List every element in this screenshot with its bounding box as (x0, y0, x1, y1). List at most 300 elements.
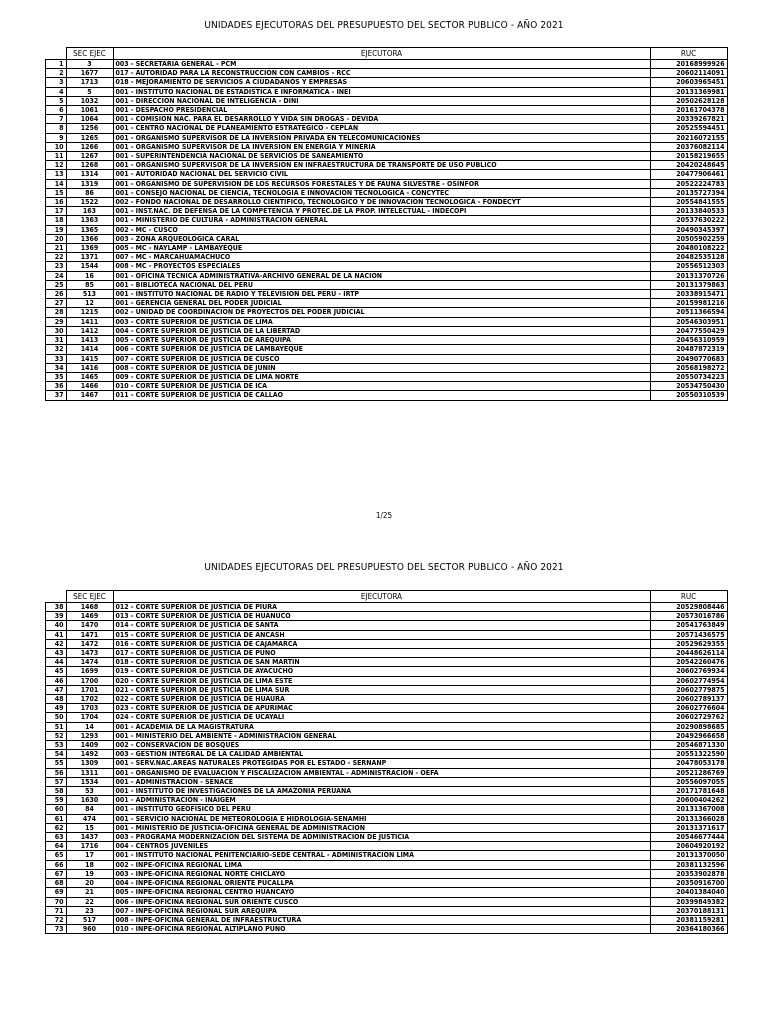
ejecutora-cell: 020 - CORTE SUPERIOR DE JUSTICIA DE LIMA ESTE (113, 676, 650, 685)
table-body (46, 603, 728, 934)
row-index: 60 (46, 805, 67, 814)
sec-ejec-cell: 1716 (66, 842, 113, 851)
table-row (46, 363, 728, 372)
table-row (46, 115, 728, 124)
row-index: 35 (46, 372, 67, 381)
row-index: 29 (46, 317, 67, 326)
ruc-cell: 20131371617 (650, 823, 727, 832)
table-row (46, 750, 728, 759)
ejecutora-cell: 024 - CORTE SUPERIOR DE JUSTICIA DE UCAYALI (113, 713, 650, 722)
ejecutora-cell: 001 - MINISTERIO DE JUSTICIA-OFICINA GENERAL DE ADMINISTRACION (113, 823, 650, 832)
ruc-cell: 20131379863 (650, 280, 727, 289)
ejecutora-cell: 008 - INPE-OFICINA GENERAL DE INFRAESTRUCTURA (113, 915, 650, 924)
row-index: 33 (46, 354, 67, 363)
ejecutora-cell: 023 - CORTE SUPERIOR DE JUSTICIA DE APURIMAC (113, 704, 650, 713)
row-index: 26 (46, 290, 67, 299)
sec-ejec-cell: 1472 (66, 639, 113, 648)
sec-ejec-cell: 1268 (66, 161, 113, 170)
sec-ejec-cell: 23 (66, 906, 113, 915)
ruc-cell: 20478053178 (650, 759, 727, 768)
table-row (46, 685, 728, 694)
table-row (46, 382, 728, 391)
ruc-cell: 20602774954 (650, 676, 727, 685)
table-row (46, 106, 728, 115)
ruc-cell: 20353902878 (650, 869, 727, 878)
header-index (46, 48, 67, 60)
row-index: 20 (46, 234, 67, 243)
ejecutora-cell: 005 - CORTE SUPERIOR DE JUSTICIA DE AREQUIPA (113, 336, 650, 345)
table-row (46, 207, 728, 216)
row-index: 11 (46, 152, 67, 161)
ejecutora-cell: 005 - INPE-OFICINA REGIONAL CENTRO HUANCAYO (113, 888, 650, 897)
row-index: 10 (46, 142, 67, 151)
sec-ejec-cell: 20 (66, 879, 113, 888)
ruc-cell: 20568198272 (650, 363, 727, 372)
ruc-cell: 20492966658 (650, 731, 727, 740)
row-index: 6 (46, 106, 67, 115)
ejecutora-cell: 001 - AUTORIDAD NACIONAL DEL SERVICIO CIVIL (113, 170, 650, 179)
table-row (46, 60, 728, 69)
sec-ejec-cell: 1363 (66, 216, 113, 225)
ruc-cell: 20131370726 (650, 271, 727, 280)
table-row (46, 842, 728, 851)
row-index: 62 (46, 823, 67, 832)
table-row (46, 152, 728, 161)
ejecutora-cell: 003 - GESTION INTEGRAL DE LA CALIDAD AMBIENTAL (113, 750, 650, 759)
ruc-cell: 20168999926 (650, 60, 727, 69)
row-index: 61 (46, 814, 67, 823)
ruc-cell: 20490345397 (650, 225, 727, 234)
row-index: 5 (46, 96, 67, 105)
row-index: 7 (46, 115, 67, 124)
table-row (46, 667, 728, 676)
table-row (46, 851, 728, 860)
table-row (46, 704, 728, 713)
page-number: 1/25 (375, 511, 393, 520)
ejecutora-cell: 001 - ORGANISMO SUPERVISOR DE LA INVERSION EN INFRAESTRUCTURA DE TRANSPORTE DE USO PUBLICO (113, 161, 650, 170)
ruc-cell: 20505902259 (650, 234, 727, 243)
ruc-cell: 20602779875 (650, 685, 727, 694)
ejecutora-cell: 002 - INPE-OFICINA REGIONAL LIMA (113, 860, 650, 869)
ruc-cell: 20529808446 (650, 603, 727, 612)
row-index: 16 (46, 198, 67, 207)
ruc-cell: 20135727394 (650, 188, 727, 197)
sec-ejec-cell: 474 (66, 814, 113, 823)
sec-ejec-cell: 1266 (66, 142, 113, 151)
table-row (46, 308, 728, 317)
sec-ejec-cell: 1437 (66, 833, 113, 842)
ruc-cell: 20502628128 (650, 96, 727, 105)
table-row (46, 198, 728, 207)
table-row (46, 713, 728, 722)
row-index: 32 (46, 345, 67, 354)
table-row (46, 805, 728, 814)
ruc-cell: 20381159281 (650, 915, 727, 924)
ruc-cell: 20480108222 (650, 244, 727, 253)
table-row (46, 326, 728, 335)
executing-units-table (45, 47, 728, 401)
sec-ejec-cell: 1677 (66, 69, 113, 78)
ruc-cell: 20448626114 (650, 649, 727, 658)
row-index: 71 (46, 906, 67, 915)
ruc-cell: 20216072155 (650, 133, 727, 142)
row-index: 58 (46, 787, 67, 796)
row-index: 66 (46, 860, 67, 869)
sec-ejec-cell: 1713 (66, 78, 113, 87)
table-row (46, 906, 728, 915)
header-index (46, 591, 67, 603)
ruc-cell: 20573016786 (650, 612, 727, 621)
sec-ejec-cell: 1061 (66, 106, 113, 115)
ejecutora-cell: 002 - UNIDAD DE COORDINACION DE PROYECTOS DEL PODER JUDICIAL (113, 308, 650, 317)
row-index: 67 (46, 869, 67, 878)
table-row (46, 768, 728, 777)
table-row (46, 833, 728, 842)
table-row (46, 317, 728, 326)
table-row (46, 860, 728, 869)
sec-ejec-cell: 1365 (66, 225, 113, 234)
sec-ejec-cell: 1412 (66, 326, 113, 335)
ejecutora-cell: 015 - CORTE SUPERIOR DE JUSTICIA DE ANCASH (113, 630, 650, 639)
sec-ejec-cell: 1468 (66, 603, 113, 612)
row-index: 13 (46, 170, 67, 179)
ruc-cell: 20556097055 (650, 777, 727, 786)
sec-ejec-cell: 1465 (66, 372, 113, 381)
row-index: 42 (46, 639, 67, 648)
ruc-cell: 20171781648 (650, 787, 727, 796)
ruc-cell: 20158219655 (650, 152, 727, 161)
ejecutora-cell: 001 - DIRECCION NACIONAL DE INTELIGENCIA - DINI (113, 96, 650, 105)
sec-ejec-cell: 22 (66, 897, 113, 906)
table-row (46, 234, 728, 243)
ruc-cell: 20546677444 (650, 833, 727, 842)
row-index: 14 (46, 179, 67, 188)
row-index: 18 (46, 216, 67, 225)
table-row (46, 731, 728, 740)
table-row (46, 133, 728, 142)
row-index: 46 (46, 676, 67, 685)
sec-ejec-cell: 1319 (66, 179, 113, 188)
sec-ejec-cell: 16 (66, 271, 113, 280)
sec-ejec-cell: 86 (66, 188, 113, 197)
sec-ejec-cell: 960 (66, 925, 113, 934)
sec-ejec-cell: 1265 (66, 133, 113, 142)
ruc-cell: 20602729762 (650, 713, 727, 722)
sec-ejec-cell: 1704 (66, 713, 113, 722)
row-index: 45 (46, 667, 67, 676)
table-row (46, 787, 728, 796)
ejecutora-cell: 004 - CORTE SUPERIOR DE JUSTICIA DE LA LIBERTAD (113, 326, 650, 335)
row-index: 73 (46, 925, 67, 934)
row-index: 38 (46, 603, 67, 612)
sec-ejec-cell: 1467 (66, 391, 113, 400)
ejecutora-cell: 001 - ADMINISTRACION - INAIGEM (113, 796, 650, 805)
sec-ejec-cell: 12 (66, 299, 113, 308)
ruc-cell: 20525594451 (650, 124, 727, 133)
table-row (46, 78, 728, 87)
row-index: 70 (46, 897, 67, 906)
ruc-cell: 20350916700 (650, 879, 727, 888)
ejecutora-cell: 008 - CORTE SUPERIOR DE JUSTICIA DE JUNIN (113, 363, 650, 372)
sec-ejec-cell: 85 (66, 280, 113, 289)
sec-ejec-cell: 1699 (66, 667, 113, 676)
table-row (46, 87, 728, 96)
sec-ejec-cell: 18 (66, 860, 113, 869)
table-row (46, 612, 728, 621)
ejecutora-cell: 001 - INSTITUTO NACIONAL PENITENCIARIO-SEDE CENTRAL - ADMINISTRACION LIMA (113, 851, 650, 860)
ejecutora-cell: 003 - SECRETARIA GENERAL - PCM (113, 60, 650, 69)
sec-ejec-cell: 1414 (66, 345, 113, 354)
row-index: 31 (46, 336, 67, 345)
row-index: 44 (46, 658, 67, 667)
ejecutora-cell: 001 - MINISTERIO DE CULTURA - ADMINISTRACION GENERAL (113, 216, 650, 225)
sec-ejec-cell: 1700 (66, 676, 113, 685)
ejecutora-cell: 016 - CORTE SUPERIOR DE JUSTICIA DE CAJAMARCA (113, 639, 650, 648)
row-index: 47 (46, 685, 67, 694)
ruc-cell: 20477906461 (650, 170, 727, 179)
sec-ejec-cell: 1703 (66, 704, 113, 713)
sec-ejec-cell: 1409 (66, 741, 113, 750)
ruc-cell: 20542260476 (650, 658, 727, 667)
ruc-cell: 20550734223 (650, 372, 727, 381)
ejecutora-cell: 006 - CORTE SUPERIOR DE JUSTICIA DE LAMBAYEQUE (113, 345, 650, 354)
sec-ejec-cell: 1309 (66, 759, 113, 768)
sec-ejec-cell: 1522 (66, 198, 113, 207)
row-index: 27 (46, 299, 67, 308)
row-index: 72 (46, 915, 67, 924)
table-row (46, 391, 728, 400)
row-index: 12 (46, 161, 67, 170)
header-ejecutora: EJECUTORA (113, 591, 650, 603)
ruc-cell: 20456310959 (650, 336, 727, 345)
row-index: 41 (46, 630, 67, 639)
table-body (46, 60, 728, 401)
page-title: UNIDADES EJECUTORAS DEL PRESUPUESTO DEL SECTOR PUBLICO - AÑO 2021 (204, 562, 564, 573)
ejecutora-cell: 013 - CORTE SUPERIOR DE JUSTICIA DE HUANUCO (113, 612, 650, 621)
table-row (46, 621, 728, 630)
sec-ejec-cell: 19 (66, 869, 113, 878)
ruc-cell: 20556512303 (650, 262, 727, 271)
ejecutora-cell: 004 - INPE-OFICINA REGIONAL ORIENTE PUCALLPA (113, 879, 650, 888)
ruc-cell: 20511366594 (650, 308, 727, 317)
sec-ejec-cell: 1466 (66, 382, 113, 391)
ruc-cell: 20133840533 (650, 207, 727, 216)
ejecutora-cell: 001 - ORGANISMO DE EVALUACION Y FISCALIZACION AMBIENTAL - ADMINISTRACION - OEFA (113, 768, 650, 777)
ejecutora-cell: 001 - INSTITUTO DE INVESTIGACIONES DE LA AMAZONIA PERUANA (113, 787, 650, 796)
sec-ejec-cell: 1032 (66, 96, 113, 105)
table-header-row (46, 591, 728, 603)
ruc-cell: 20339267821 (650, 115, 727, 124)
table-row (46, 142, 728, 151)
ruc-cell: 20131369981 (650, 87, 727, 96)
ejecutora-cell: 001 - ORGANISMO SUPERVISOR DE LA INVERSION PRIVADA EN TELECOMUNICACIONES (113, 133, 650, 142)
ejecutora-cell: 022 - CORTE SUPERIOR DE JUSTICIA DE HUAURA (113, 695, 650, 704)
ruc-cell: 20537630222 (650, 216, 727, 225)
table-row (46, 630, 728, 639)
sec-ejec-cell: 1474 (66, 658, 113, 667)
table-row (46, 741, 728, 750)
ruc-cell: 20571436575 (650, 630, 727, 639)
ejecutora-cell: 001 - OFICINA TECNICA ADMINISTRATIVA-ARCHIVO GENERAL DE LA NACION (113, 271, 650, 280)
sec-ejec-cell: 1411 (66, 317, 113, 326)
sec-ejec-cell: 53 (66, 787, 113, 796)
ejecutora-cell: 003 - PROGRAMA MODERNIZACION DEL SISTEMA DE ADMINISTRACION DE JUSTICIA (113, 833, 650, 842)
ruc-cell: 20529629355 (650, 639, 727, 648)
table-row (46, 96, 728, 105)
ejecutora-cell: 001 - DESPACHO PRESIDENCIAL (113, 106, 650, 115)
header-ruc: RUC (650, 48, 727, 60)
table-row (46, 658, 728, 667)
ejecutora-cell: 007 - MC - MARCAHUAMACHUCO (113, 253, 650, 262)
sec-ejec-cell: 1630 (66, 796, 113, 805)
ejecutora-cell: 009 - CORTE SUPERIOR DE JUSTICIA DE LIMA NORTE (113, 372, 650, 381)
ruc-cell: 20604920192 (650, 842, 727, 851)
ruc-cell: 20420248645 (650, 161, 727, 170)
row-index: 34 (46, 363, 67, 372)
table-row (46, 290, 728, 299)
row-index: 63 (46, 833, 67, 842)
ruc-cell: 20602789137 (650, 695, 727, 704)
table-row (46, 179, 728, 188)
table-row (46, 188, 728, 197)
sec-ejec-cell: 14 (66, 722, 113, 731)
sec-ejec-cell: 84 (66, 805, 113, 814)
row-index: 64 (46, 842, 67, 851)
table-row (46, 823, 728, 832)
row-index: 37 (46, 391, 67, 400)
sec-ejec-cell: 1366 (66, 234, 113, 243)
row-index: 24 (46, 271, 67, 280)
table-row (46, 796, 728, 805)
ejecutora-cell: 001 - SUPERINTENDENCIA NACIONAL DE SERVICIOS DE SANEAMIENTO (113, 152, 650, 161)
ejecutora-cell: 001 - CONSEJO NACIONAL DE CIENCIA, TECNOLOGIA E INNOVACION TECNOLOGICA - CONCYTEC (113, 188, 650, 197)
ejecutora-cell: 018 - CORTE SUPERIOR DE JUSTICIA DE SAN MARTIN (113, 658, 650, 667)
table-row (46, 722, 728, 731)
row-index: 56 (46, 768, 67, 777)
table-row (46, 915, 728, 924)
table-row (46, 216, 728, 225)
ejecutora-cell: 002 - FONDO NACIONAL DE DESARROLLO CIENTIFICO, TECNOLOGICO Y DE INNOVACION TECNOLOGICA - FONDECYT (113, 198, 650, 207)
sec-ejec-cell: 1267 (66, 152, 113, 161)
sec-ejec-cell: 1534 (66, 777, 113, 786)
row-index: 15 (46, 188, 67, 197)
table-row (46, 170, 728, 179)
table-row (46, 336, 728, 345)
table-row (46, 124, 728, 133)
ruc-cell: 20490770683 (650, 354, 727, 363)
sec-ejec-cell: 517 (66, 915, 113, 924)
ejecutora-cell: 001 - ORGANISMO SUPERVISOR DE LA INVERSION EN ENERGIA Y MINERIA (113, 142, 650, 151)
ruc-cell: 20602776604 (650, 704, 727, 713)
sec-ejec-cell: 15 (66, 823, 113, 832)
ejecutora-cell: 001 - INSTITUTO NACIONAL DE ESTADISTICA E INFORMATICA - INEI (113, 87, 650, 96)
ruc-cell: 20131370050 (650, 851, 727, 860)
ejecutora-cell: 018 - MEJORAMIENTO DE SERVICIOS A CIUDADANOS Y EMPRESAS (113, 78, 650, 87)
sec-ejec-cell: 3 (66, 60, 113, 69)
ejecutora-cell: 007 - CORTE SUPERIOR DE JUSTICIA DE CUSCO (113, 354, 650, 363)
table-header-row (46, 48, 728, 60)
header-ejecutora: EJECUTORA (113, 48, 650, 60)
ruc-cell: 20550310539 (650, 391, 727, 400)
ruc-cell: 20399849382 (650, 897, 727, 906)
sec-ejec-cell: 1416 (66, 363, 113, 372)
row-index: 43 (46, 649, 67, 658)
ruc-cell: 20161704378 (650, 106, 727, 115)
ejecutora-cell: 001 - ACADEMIA DE LA MAGISTRATURA (113, 722, 650, 731)
ejecutora-cell: 001 - ORGANISMO DE SUPERVISION DE LOS RECURSOS FORESTALES Y DE FAUNA SILVESTRE - OSINFOR (113, 179, 650, 188)
table-row (46, 759, 728, 768)
row-index: 49 (46, 704, 67, 713)
row-index: 19 (46, 225, 67, 234)
table-row (46, 888, 728, 897)
header-ruc: RUC (650, 591, 727, 603)
ejecutora-cell: 004 - CENTROS JUVENILES (113, 842, 650, 851)
sec-ejec-cell: 1473 (66, 649, 113, 658)
ejecutora-cell: 007 - INPE-OFICINA REGIONAL SUR AREQUIPA (113, 906, 650, 915)
row-index: 52 (46, 731, 67, 740)
ejecutora-cell: 001 - SERVICIO NACIONAL DE METEOROLOGIA E HIDROLOGIA-SENAMHI (113, 814, 650, 823)
ruc-cell: 20603965451 (650, 78, 727, 87)
ruc-cell: 20487872319 (650, 345, 727, 354)
ejecutora-cell: 001 - SERV.NAC.AREAS NATURALES PROTEGIDAS POR EL ESTADO - SERNANP (113, 759, 650, 768)
table-row (46, 814, 728, 823)
sec-ejec-cell: 1701 (66, 685, 113, 694)
row-index: 57 (46, 777, 67, 786)
ruc-cell: 20534750430 (650, 382, 727, 391)
header-sec-ejec: SEC EJEC (66, 591, 113, 603)
sec-ejec-cell: 1369 (66, 244, 113, 253)
ejecutora-cell: 011 - CORTE SUPERIOR DE JUSTICIA DE CALLAO (113, 391, 650, 400)
row-index: 48 (46, 695, 67, 704)
table-row (46, 244, 728, 253)
table-row (46, 897, 728, 906)
sec-ejec-cell: 1413 (66, 336, 113, 345)
header-sec-ejec: SEC EJEC (66, 48, 113, 60)
row-index: 50 (46, 713, 67, 722)
ruc-cell: 20131367008 (650, 805, 727, 814)
row-index: 54 (46, 750, 67, 759)
ruc-cell: 20477550429 (650, 326, 727, 335)
ruc-cell: 20370188131 (650, 906, 727, 915)
table-row (46, 262, 728, 271)
ruc-cell: 20551322590 (650, 750, 727, 759)
ejecutora-cell: 008 - MC - PROYECTOS ESPECIALES (113, 262, 650, 271)
row-index: 21 (46, 244, 67, 253)
sec-ejec-cell: 1492 (66, 750, 113, 759)
table-row (46, 225, 728, 234)
ruc-cell: 20364180366 (650, 925, 727, 934)
ruc-cell: 20482535128 (650, 253, 727, 262)
table-row (46, 879, 728, 888)
table-row (46, 649, 728, 658)
ruc-cell: 20381132596 (650, 860, 727, 869)
row-index: 8 (46, 124, 67, 133)
row-index: 4 (46, 87, 67, 96)
table-row (46, 676, 728, 685)
table-row (46, 354, 728, 363)
ejecutora-cell: 003 - INPE-OFICINA REGIONAL NORTE CHICLAYO (113, 869, 650, 878)
ruc-cell: 20521286769 (650, 768, 727, 777)
ejecutora-cell: 006 - INPE-OFICINA REGIONAL SUR ORIENTE CUSCO (113, 897, 650, 906)
ejecutora-cell: 001 - INSTITUTO GEOFISICO DEL PERU (113, 805, 650, 814)
ejecutora-cell: 001 - ADMINISTRACION - SENACE (113, 777, 650, 786)
sec-ejec-cell: 1293 (66, 731, 113, 740)
sec-ejec-cell: 1544 (66, 262, 113, 271)
ejecutora-cell: 002 - MC - CUSCO (113, 225, 650, 234)
row-index: 17 (46, 207, 67, 216)
row-index: 40 (46, 621, 67, 630)
sec-ejec-cell: 17 (66, 851, 113, 860)
